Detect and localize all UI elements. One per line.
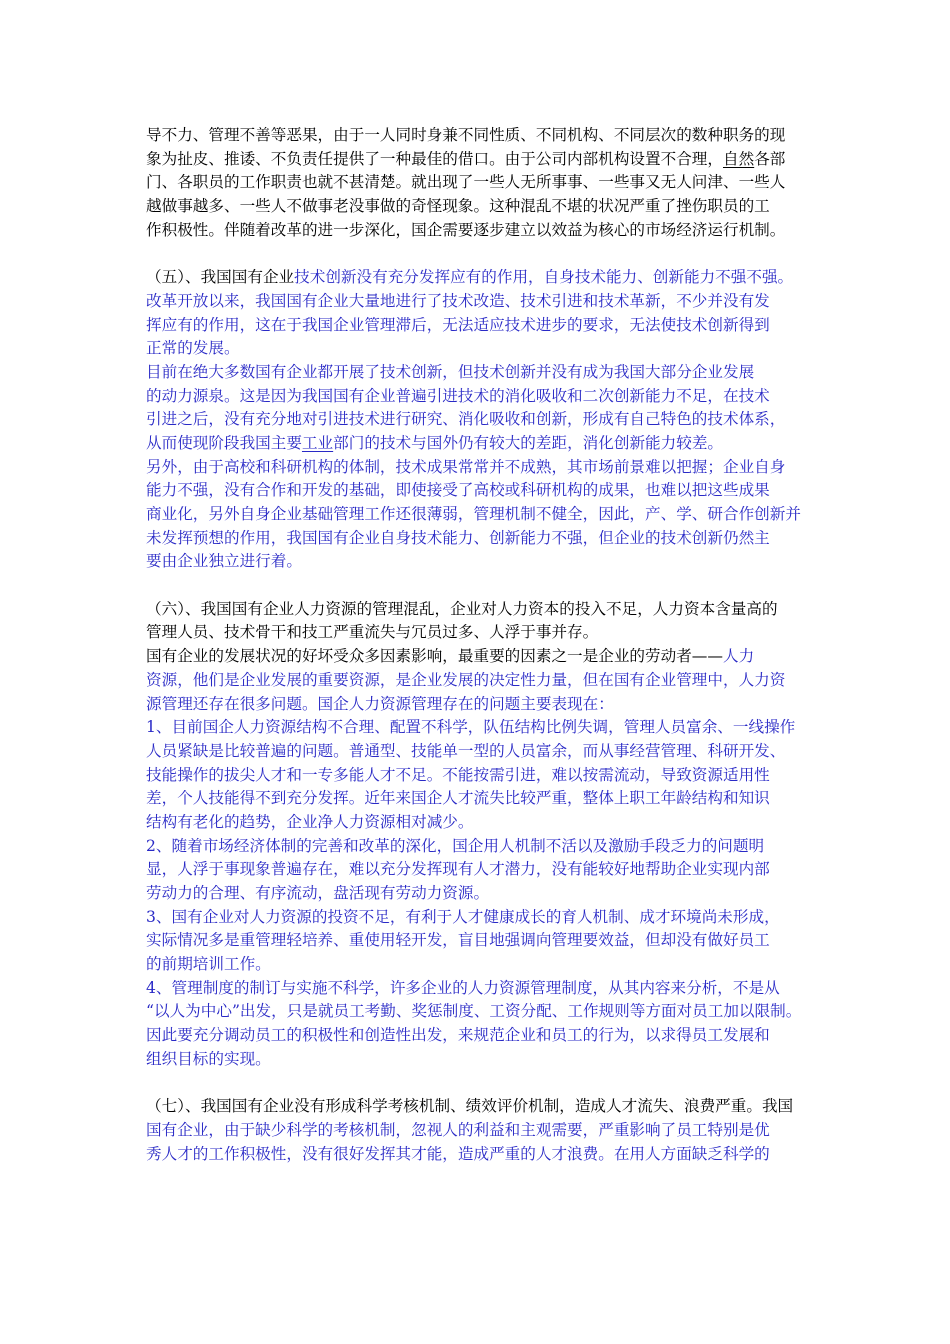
text-line: 越做事越多、一些人不做事老没事做的奇怪现象。这种混乱不堪的状况严重了挫伤职员的工 [146,197,770,216]
text-line: 的前期培训工作。 [146,955,271,974]
section-heading: 管理人员、技术骨干和技工严重流失与冗员过多、人浮于事并存。 [146,623,599,642]
text-line: 改革开放以来，我国国有企业大量地进行了技术改造、技术引进和技术革新，不少并没有发 [146,291,770,310]
text-line: 结构有老化的趋势，企业净人力资源相对减少。 [146,812,474,831]
list-item: 2、随着市场经济体制的完善和改革的深化，国企用人机制不活以及激励手段乏力的问题明 [146,836,765,855]
underlined-word: 工业 [301,433,334,452]
section-heading: （七）、我国国有企业没有形成科学考核机制、绩效评价机制，造成人才流失、浪费严重。我国 [146,1097,794,1116]
text-line: 能力不强，没有合作和开发的基础，即使接受了高校或科研机构的成果，也难以把这些成果 [146,481,770,500]
text-line: 人员紧缺是比较普遍的问题。普通型、技能单一型的人员富余，而从事经营管理、科研开发、 [146,741,786,760]
paragraph-spacer [146,242,822,266]
section-six [146,598,822,1072]
document-body [146,124,822,1166]
text-line: 组织目标的实现。 [146,1049,271,1068]
section-five [146,266,822,574]
text-line: 象为扯皮、推诿、不负责任提供了一种最佳的借口。由于公司内部机构设置不合理，自然各部 [146,149,786,168]
section-seven [146,1095,822,1166]
text-line: 国有企业，由于缺少科学的考核机制，忽视人的利益和主观需要，严重影响了员工特别是优 [146,1120,770,1139]
text-line: 显，人浮于事现象普遍存在，难以充分发挥现有人才潜力，没有能较好地帮助企业实现内部 [146,860,770,879]
text-line: 另外，由于高校和科研机构的体制，技术成果常常并不成熟，其市场前景难以把握；企业自身 [146,457,786,476]
text-line: 的动力源泉。这是因为我国国有企业普遍引进技术的消化吸收和二次创新能力不足，在技术 [146,386,770,405]
text-line: 技能操作的拔尖人才和一专多能人才不足。不能按需引进，难以按需流动，导致资源适用性 [146,765,770,784]
text-line: 正常的发展。 [146,339,240,358]
text-line: 差，个人技能得不到充分发挥。近年来国企人才流失比较严重，整体上职工年龄结构和知识 [146,789,770,808]
text-line: 目前在绝大多数国有企业都开展了技术创新，但技术创新并没有成为我国大部分企业发展 [146,362,755,381]
list-item: 4、管理制度的制订与实施不科学，许多企业的人力资源管理制度，从其内容来分析，不是从 [146,978,780,997]
text-line: 因此要充分调动员工的积极性和创造性出发，来规范企业和员工的行为，以求得员工发展和 [146,1026,770,1045]
paragraph-spacer [146,1072,822,1096]
text-line: 导不力、管理不善等恶果，由于一人同时身兼不同性质、不同机构、不同层次的数种职务的现 [146,126,786,144]
paragraph-spacer [146,574,822,598]
text-line: 国有企业的发展状况的好坏受众多因素影响，最重要的因素之一是企业的劳动者——人力 [146,647,755,666]
text-line: 未发挥预想的作用，我国国有企业自身技术能力、创新能力不强，但企业的技术创新仍然主 [146,528,770,547]
text-line: 秀人才的工作积极性，没有很好发挥其才能，造成严重的人才浪费。在用人方面缺乏科学的 [146,1144,770,1163]
underlined-word: 自然 [722,149,755,168]
text-line: “以人为中心”出发，只是就员工考勤、奖惩制度、工资分配、工作规则等方面对员工加以限制。 [146,1002,802,1021]
section-heading: （五）、我国国有企业技术创新没有充分发挥应有的作用，自身技术能力、创新能力不强不强。 [146,268,794,287]
list-item: 3、国有企业对人力资源的投资不足，有利于人才健康成长的育人机制、成才环境尚未形成， [146,907,780,926]
list-item: 1、目前国企人力资源结构不合理、配置不科学，队伍结构比例失调，管理人员富余、一线操作 [146,718,796,737]
text-line: 从而使现阶段我国主要工业部门的技术与国外仍有较大的差距，消化创新能力较差。 [146,433,724,452]
text-line: 引进之后，没有充分地对引进技术进行研究、消化吸收和创新，形成有自己特色的技术体系， [146,410,786,429]
text-line: 劳动力的合理、有序流动，盘活现有劳动力资源。 [146,884,490,902]
section-heading: （六）、我国国有企业人力资源的管理混乱，企业对人力资本的投入不足，人力资本含量高的 [146,599,778,618]
text-line: 要由企业独立进行着。 [146,552,302,571]
paragraph-management-chaos [146,124,822,242]
text-line: 挥应有的作用，这在于我国企业管理滞后，无法适应技术进步的要求，无法使技术创新得到 [146,315,770,334]
text-line: 商业化，另外自身企业基础管理工作还很薄弱，管理机制不健全，因此，产、学、研合作创新并 [146,505,801,523]
text-line: 实际情况多是重管理轻培养、重使用轻开发，盲目地强调向管理要效益，但却没有做好员工 [146,931,770,950]
text-line: 资源，他们是企业发展的重要资源，是企业发展的决定性力量，但在国有企业管理中，人力资 [146,670,786,689]
text-line: 源管理还存在很多问题。国企人力资源管理存在的问题主要表现在： [146,694,614,713]
text-line: 作积极性。伴随着改革的进一步深化，国企需要逐步建立以效益为核心的市场经济运行机制。 [146,220,786,239]
text-line: 门、各职员的工作职责也就不甚清楚。就出现了一些人无所事事、一些事又无人问津、一些人 [146,173,786,192]
